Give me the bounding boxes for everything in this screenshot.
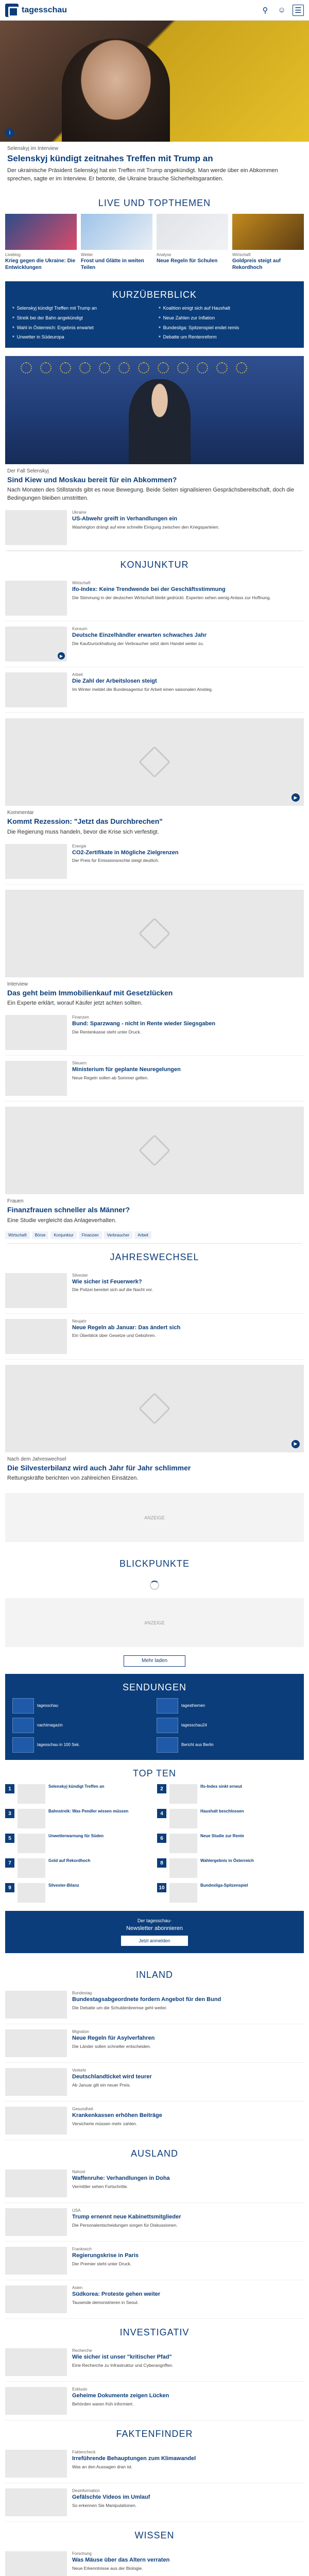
topthemen-card-image (157, 214, 228, 250)
list-item-image (5, 1273, 67, 1308)
hero-kicker: Selenskyj im Interview (7, 146, 58, 151)
list-item-desc: So erkennen Sie Manipulationen. (72, 2502, 137, 2508)
article-title[interactable]: Die Silvesterbilanz wird auch Jahr für Jahr schlimmer (7, 1463, 191, 1472)
list-item[interactable] (5, 2445, 304, 2483)
hero-image[interactable] (0, 21, 309, 142)
list-item-image (5, 2387, 67, 2415)
list-item-desc: Die Stimmung in der deutschen Wirtschaft bleibt gedrückt. Experten sehen wenig Anlass zur Hoffnung. (72, 595, 271, 600)
feature-image[interactable] (5, 356, 304, 464)
top-navigation-bar (0, 0, 309, 21)
topthemen-card-image (232, 214, 304, 250)
list-item-kicker: Steuern (72, 1061, 87, 1066)
topten-item[interactable] (5, 1883, 152, 1903)
topten-rank: 4 (157, 1809, 166, 1818)
list-item-desc: Die Kaufzurückhaltung der Verbraucher setzt dem Handel weiter zu. (72, 641, 204, 646)
list-item-desc: Der Premier steht unter Druck. (72, 2261, 132, 2266)
topic-chip[interactable]: Wirtschaft (5, 1231, 30, 1239)
feature2-article[interactable] (0, 977, 309, 1010)
topten-title: Unwetterwarnung für Süden (48, 1834, 104, 1838)
topten-item[interactable] (5, 1858, 152, 1878)
list-item-image (5, 2285, 67, 2313)
sendung-thumbnail (157, 1718, 178, 1733)
newsletter-line-2: Newsletter abonnieren (126, 1925, 183, 1931)
topten-thumbnail (169, 1883, 197, 1903)
article-teaser: Ein Experte erklärt, worauf Käufer jetzt achten sollten. (7, 1000, 143, 1007)
list-item-kicker: Exklusiv (72, 2387, 88, 2392)
list-item-kicker: Energie (72, 843, 87, 849)
topten-grid (0, 1784, 309, 1903)
topten-title: Wahlergebnis in Österreich (200, 1858, 254, 1863)
ausland-list (0, 2164, 309, 2319)
topten-title: Neue Studie zur Rente (200, 1834, 244, 1838)
feature3-image[interactable] (5, 1107, 304, 1194)
list-item-desc: Neue Regeln sollen ab Sommer gelten. (72, 1075, 149, 1080)
topthemen-card[interactable] (157, 214, 228, 271)
list-item-title[interactable]: Was Mäuse über das Altern verraten (72, 2557, 170, 2563)
list-item-kicker: Recherche (72, 2348, 92, 2353)
list-item[interactable] (5, 505, 304, 551)
article-kicker: Kommentar (7, 810, 34, 816)
sendung-label: nachtmagazin (37, 1723, 63, 1727)
sendungen-box (5, 1674, 304, 1760)
list-item[interactable] (5, 621, 304, 667)
logo-icon (5, 4, 19, 17)
list-item-image (5, 672, 67, 707)
article-list (0, 839, 309, 885)
list-item-desc: Eine Recherche zu Infrastruktur und Cyberangriffen. (72, 2362, 174, 2368)
section-title-investigativ: INVESTIGATIV (119, 2327, 190, 2337)
list-item-title[interactable]: Bundestagsabgeordnete fordern Angebot für den Bund (72, 1996, 221, 2003)
topthemen-card-title[interactable]: Neue Regeln für Schulen (157, 258, 218, 264)
topten-title: Selenskyj kündigt Treffen an (48, 1784, 105, 1789)
topten-item[interactable] (157, 1834, 304, 1853)
list-item-title[interactable]: Südkorea: Proteste gehen weiter (72, 2291, 161, 2297)
eu-flags-decoration (21, 362, 288, 374)
topten-title: Silvester-Bilanz (48, 1883, 79, 1888)
list-item[interactable] (5, 575, 304, 621)
topten-title: Ifo-Index sinkt erneut (200, 1784, 242, 1789)
konjunktur-big-article[interactable] (0, 806, 309, 838)
topten-rank: 6 (157, 1834, 166, 1843)
list-item[interactable] (5, 2483, 304, 2522)
topten-item[interactable] (5, 1834, 152, 1853)
list-item[interactable] (5, 2203, 304, 2242)
list-item[interactable] (5, 2164, 304, 2203)
list-item[interactable] (5, 1056, 304, 1101)
topic-chip[interactable]: Verbraucher (104, 1231, 133, 1239)
list-item[interactable] (5, 1314, 304, 1360)
hero-teaser: Der ukrainische Präsident Selenskyj hat ein Treffen mit Trump angekündigt. Man werde über ein Abkommen sprechen, sagte er im Interview. Er betonte, die Ukraine brauche Sicherheitsgarantien. (7, 167, 278, 182)
list-item-image (5, 2170, 67, 2197)
list-item-image (5, 626, 67, 662)
list-item-desc: Die Personalentscheidungen sorgen für Diskussionen. (72, 2222, 178, 2228)
list-item-kicker: Ukraine (72, 510, 87, 515)
wissen-list (0, 2546, 309, 2576)
list-item-kicker: Wirtschaft (72, 581, 91, 586)
kurzueberblick-list (5, 306, 304, 341)
sendung-card[interactable] (12, 1718, 152, 1733)
sendung-card[interactable] (12, 1737, 152, 1753)
list-item-title[interactable]: CO2-Zertifikate in Mögliche Zielgrenzen (72, 849, 179, 856)
list-item-kicker: Nahost (72, 2170, 85, 2174)
topten-item[interactable] (157, 1883, 304, 1903)
user-icon[interactable]: ☺ (278, 6, 286, 14)
sendung-card[interactable] (157, 1698, 297, 1714)
list-item-desc: Die Länder sollen schneller entscheiden. (72, 2043, 151, 2049)
topthemen-card-kicker: Liveblog (5, 252, 21, 258)
advertisement[interactable]: ANZEIGE (5, 1598, 304, 1647)
list-item[interactable] (5, 2063, 304, 2102)
feature-article[interactable] (0, 464, 309, 505)
list-item-title[interactable]: Ifo-Index: Keine Trendwende bei der Geschäftsstimmung (72, 586, 226, 593)
sendung-thumbnail (12, 1718, 34, 1733)
topten-thumbnail (169, 1809, 197, 1828)
sendung-thumbnail (157, 1737, 178, 1753)
topten-item[interactable] (157, 1858, 304, 1878)
topten-item[interactable] (157, 1809, 304, 1828)
topthemen-card-kicker: Analyse (157, 252, 171, 258)
list-item[interactable] (5, 839, 304, 885)
jahreswechsel-big-image[interactable] (5, 1365, 304, 1452)
article-kicker: Nach dem Jahreswechsel (7, 1456, 66, 1462)
topten-item[interactable] (157, 1784, 304, 1804)
list-item-kicker: Bundestag (72, 1991, 92, 1995)
list-item-desc: Vermittler sehen Fortschritte. (72, 2183, 128, 2189)
header-icons (260, 5, 304, 16)
hero-title[interactable]: Selenskyj kündigt zeitnahes Treffen mit Trump an (7, 154, 213, 163)
video-icon: ▶ (291, 1440, 300, 1448)
list-item[interactable] (5, 2546, 304, 2576)
list-item-kicker: Neujahr (72, 1318, 87, 1324)
hero-person-image (62, 39, 170, 142)
list-item-kicker: Desinformation (72, 2488, 100, 2493)
list-item-desc: Im Winter meldet die Bundesagentur für Arbeit einen saisonalen Anstieg. (72, 687, 213, 692)
topic-chip[interactable]: Börse (32, 1231, 49, 1239)
section-title-topten: TOP TEN (132, 1768, 177, 1778)
topten-thumbnail (169, 1784, 197, 1804)
info-icon[interactable]: i (5, 128, 14, 138)
topten-title: Gold auf Rekordhoch (48, 1858, 91, 1863)
section-title-inland: INLAND (135, 1970, 173, 1980)
kurzueberblick-box (5, 281, 304, 348)
list-item-desc: Ab Januar gilt ein neuer Preis. (72, 2082, 131, 2088)
list-item-kicker: Silvester (72, 1273, 88, 1278)
list-item-title[interactable]: Ministerium für geplante Neuregelungen (72, 1066, 181, 1073)
list-item-desc: Washington drängt auf eine schnelle Einigung zwischen den Kriegsparteien. (72, 524, 220, 530)
list-item[interactable] (5, 2382, 304, 2420)
list-item-title[interactable]: US-Abwehr greift in Verhandlungen ein (72, 516, 178, 522)
topten-title: Bundesliga-Spitzenspiel (200, 1883, 248, 1888)
list-item-image (5, 1319, 67, 1354)
list-item[interactable] (5, 1986, 304, 2024)
topten-thumbnail (169, 1858, 197, 1878)
list-item-image (5, 1015, 67, 1050)
list-item-desc: Ein Überblick über Gesetze und Gebühren. (72, 1333, 156, 1338)
sendung-label: tagesthemen (181, 1703, 205, 1708)
list-item-title[interactable]: Bund: Sparzwang - nicht in Rente wieder Siegsgaben (72, 1021, 216, 1027)
article-kicker: Frauen (7, 1198, 24, 1205)
kurzueberblick-item[interactable]: ■ Unwetter in Südeuropa (12, 334, 150, 341)
topten-thumbnail (169, 1834, 197, 1853)
topten-rank: 5 (5, 1834, 14, 1843)
topten-thumbnail (18, 1809, 45, 1828)
article-list (0, 1010, 309, 1101)
inland-list (0, 1986, 309, 2140)
list-item-title[interactable]: Waffenruhe: Verhandlungen in Doha (72, 2175, 170, 2181)
kurzueberblick-item[interactable]: ■ Koalition einigt sich auf Haushalt (159, 306, 297, 312)
list-item[interactable] (5, 1268, 304, 1314)
kurzueberblick-item[interactable]: ■ Debatte um Rentenreform (159, 334, 297, 341)
article-title[interactable]: Kommt Rezession: "Jetzt das Durchbrechen" (7, 817, 163, 826)
list-item-desc: Behörden waren früh informiert. (72, 2401, 134, 2406)
topten-rank: 7 (5, 1858, 14, 1868)
list-item-image (5, 510, 67, 545)
topten-thumbnail (18, 1834, 45, 1853)
list-item-image (5, 2247, 67, 2275)
list-item-desc: Was an den Aussagen dran ist. (72, 2464, 133, 2469)
list-item-title[interactable]: Wie sicher ist unser "kritischer Pfad" (72, 2354, 172, 2360)
topten-rank: 1 (5, 1784, 14, 1793)
video-icon: ▶ (291, 793, 300, 802)
list-item-title[interactable]: Die Zahl der Arbeitslosen steigt (72, 678, 157, 685)
list-item-title[interactable]: Regierungskrise in Paris (72, 2252, 139, 2259)
section-title-wissen: WISSEN (134, 2530, 175, 2540)
section-title-topthemen: LIVE UND TOPTHEMEN (98, 198, 211, 209)
topten-title: Bahnstreik: Was Pendler wissen müssen (48, 1809, 129, 1814)
list-item-title[interactable]: Neue Regeln für Asylverfahren (72, 2035, 155, 2041)
sendung-card[interactable] (157, 1737, 297, 1753)
konjunktur-big-image[interactable] (5, 718, 304, 806)
list-item-image (5, 2488, 67, 2516)
topthemen-card-kicker: Wetter (81, 252, 93, 258)
list-item[interactable] (5, 2343, 304, 2382)
article-title[interactable]: Das geht beim Immobilienkauf mit Gesetzlücken (7, 988, 173, 997)
topten-rank: 2 (157, 1784, 166, 1793)
newsletter-box (5, 1911, 304, 1953)
feature-person-image (129, 379, 191, 464)
sendung-thumbnail (157, 1698, 178, 1714)
section-title-jahreswechsel: JAHRESWECHSEL (110, 1251, 199, 1262)
list-item-image (5, 2551, 67, 2576)
sendung-thumbnail (12, 1698, 34, 1714)
sendung-label: tagesschau24 (181, 1723, 207, 1727)
topthemen-card-image (81, 214, 152, 250)
list-item[interactable] (5, 2102, 304, 2140)
feature-title[interactable]: Sind Kiew und Moskau bereit für ein Abkommen? (7, 475, 177, 484)
jahreswechsel-list (0, 1268, 309, 1360)
list-item-image (5, 844, 67, 879)
list-item-kicker: Faktencheck (72, 2450, 96, 2454)
newsletter-subscribe-button[interactable]: Jetzt anmelden (121, 1936, 188, 1946)
jahreswechsel-big-article[interactable] (0, 1452, 309, 1485)
list-item-image (5, 2029, 67, 2057)
sendung-thumbnail (12, 1737, 34, 1753)
list-item-title[interactable]: Geheime Dokumente zeigen Lücken (72, 2393, 169, 2399)
section-title-blickpunkte: BLICKPUNKTE (119, 1558, 190, 1569)
list-item-image (5, 2107, 67, 2134)
list-item-image (5, 581, 67, 616)
list-item-kicker: Arbeit (72, 672, 83, 677)
loading-spinner-icon (150, 1581, 159, 1590)
list-item[interactable] (5, 2280, 304, 2319)
topic-chips (0, 1227, 309, 1243)
list-item-title[interactable]: Wie sicher ist Feuerwerk? (72, 1278, 142, 1285)
section-title-sendungen: SENDUNGEN (122, 1682, 186, 1692)
list-item-title[interactable]: Deutsche Einzelhändler erwarten schwaches Jahr (72, 632, 207, 639)
logo[interactable] (5, 4, 67, 17)
kurzueberblick-item[interactable]: ■ Bundesliga: Spitzenspiel endet remis (159, 325, 297, 331)
list-item-kicker: Konsum (72, 626, 88, 632)
list-item-desc: Tausende demonstrieren in Seoul. (72, 2299, 139, 2305)
feature2-image[interactable] (5, 890, 304, 977)
list-item-kicker: Asien (72, 2285, 83, 2290)
topten-rank: 9 (5, 1883, 14, 1892)
topten-thumbnail (18, 1858, 45, 1878)
list-item-title[interactable]: Trump ernennt neue Kabinettsmitglieder (72, 2214, 181, 2220)
topthemen-card-title[interactable]: Goldpreis steigt auf Rekordhoch (232, 258, 281, 270)
list-item-title[interactable]: Irreführende Behauptungen zum Klimawandel (72, 2455, 196, 2462)
sendungen-grid (5, 1698, 304, 1753)
topic-chip[interactable]: Arbeit (134, 1231, 151, 1239)
list-item-desc: Der Preis für Emissionsrechte steigt deutlich. (72, 858, 160, 863)
menu-icon[interactable]: ☰ (293, 5, 304, 16)
article-kicker: Interview (7, 981, 28, 987)
logo-text: tagesschau (22, 5, 67, 14)
topten-thumbnail (18, 1883, 45, 1903)
newsletter-line-1: Der tagesschau- (137, 1918, 172, 1923)
topthemen-card-kicker: Wirtschaft (232, 252, 251, 258)
list-item-title[interactable]: Deutschlandticket wird teurer (72, 2074, 152, 2080)
article-list (0, 505, 309, 551)
article-teaser: Die Regierung muss handeln, bevor die Krise sich verfestigt. (7, 828, 159, 835)
sendung-label: tagesschau (37, 1703, 58, 1708)
list-item-image (5, 1991, 67, 2019)
kurzueberblick-item[interactable]: ■ Wahl in Österreich: Ergebnis erwartet (12, 325, 150, 331)
list-item-kicker: Frankreich (72, 2247, 92, 2251)
list-item[interactable] (5, 1010, 304, 1056)
sendung-card[interactable] (12, 1698, 152, 1714)
section-title-ausland: AUSLAND (130, 2148, 179, 2159)
video-icon: ▶ (58, 652, 65, 659)
list-item-title[interactable]: Gefälschte Videos im Umlauf (72, 2494, 150, 2500)
list-item-kicker: Finanzen (72, 1015, 89, 1020)
list-item[interactable] (5, 667, 304, 713)
topten-rank: 10 (157, 1883, 166, 1892)
list-item-kicker: Forschung (72, 2551, 92, 2556)
feature-kicker: Der Fall Selenskyj (7, 468, 49, 474)
list-item-kicker: Migration (72, 2029, 89, 2034)
topthemen-card-title[interactable]: Krieg gegen die Ukraine: Die Entwicklungen (5, 258, 76, 270)
feature-teaser: Nach Monaten des Stillstands gibt es neue Bewegung. Beide Seiten signalisieren Gesprächsbereitschaft, doch die Bedingungen bleiben umstritten. (7, 487, 295, 502)
load-more-button[interactable]: Mehr laden (124, 1655, 185, 1667)
kurzueberblick-item[interactable]: ■ Neue Zahlen zur Inflation (159, 315, 297, 321)
advertisement[interactable]: ANZEIGE (5, 1493, 304, 1542)
section-title-konjunktur: KONJUNKTUR (120, 560, 189, 570)
search-icon[interactable]: ⚲ (262, 6, 268, 15)
list-item-kicker: Verkehr (72, 2068, 87, 2073)
list-item[interactable] (5, 2024, 304, 2063)
topthemen-row (0, 214, 309, 271)
list-item-desc: Versicherte müssen mehr zahlen. (72, 2121, 138, 2126)
article-title[interactable]: Finanzfrauen schneller als Männer? (7, 1206, 130, 1214)
topten-rank: 8 (157, 1858, 166, 1868)
investigativ-list (0, 2343, 309, 2420)
kurzueberblick-item[interactable]: ■ Selenskyj kündigt Treffen mit Trump an (12, 306, 150, 312)
topthemen-card[interactable] (81, 214, 152, 271)
list-item-desc: Neue Erkenntnisse aus der Biologie. (72, 2565, 143, 2571)
list-item-kicker: USA (72, 2208, 81, 2213)
article-teaser: Rettungskräfte berichten von zahlreichen Einsätzen. (7, 1475, 139, 1482)
article-teaser: Eine Studie vergleicht das Anlageverhalten. (7, 1217, 117, 1224)
list-item-desc: Die Debatte um die Schuldenbremse geht weiter. (72, 2005, 167, 2010)
list-item[interactable] (5, 2242, 304, 2280)
feature3-article[interactable] (0, 1194, 309, 1227)
sendung-label: tagesschau in 100 Sek. (37, 1742, 80, 1747)
hero-article[interactable] (0, 142, 309, 190)
topthemen-card[interactable] (5, 214, 77, 271)
topic-chip[interactable]: Konjunktur (50, 1231, 76, 1239)
list-item-image (5, 2208, 67, 2236)
list-item-desc: Die Rentenkasse steht unter Druck. (72, 1029, 142, 1035)
section-title-kurzueberblick: KURZÜBERBLICK (112, 290, 197, 300)
topthemen-card-image (5, 214, 77, 250)
kurzueberblick-item[interactable]: ■ Streik bei der Bahn angekündigt (12, 315, 150, 321)
list-item-title[interactable]: Krankenkassen erhöhen Beiträge (72, 2112, 162, 2119)
topten-item[interactable] (5, 1784, 152, 1804)
topthemen-card[interactable] (232, 214, 304, 271)
konjunktur-list (0, 575, 309, 713)
list-item-desc: Die Polizei bereitet sich auf die Nacht vor. (72, 1287, 153, 1293)
list-item-image (5, 2068, 67, 2096)
faktenfinder-list (0, 2445, 309, 2522)
topten-rank: 3 (5, 1809, 14, 1818)
topic-chip[interactable]: Finanzen (79, 1231, 102, 1239)
section-title-faktenfinder: FAKTENFINDER (116, 2429, 193, 2439)
list-item-kicker: Gesundheit (72, 2107, 93, 2111)
sendung-label: Bericht aus Berlin (181, 1742, 214, 1747)
list-item-image (5, 2450, 67, 2478)
list-item-image (5, 2348, 67, 2376)
topten-title: Haushalt beschlossen (200, 1809, 244, 1814)
list-item-image (5, 1061, 67, 1096)
list-item-title[interactable]: Neue Regeln ab Januar: Das ändert sich (72, 1324, 181, 1331)
topten-item[interactable] (5, 1809, 152, 1828)
topten-thumbnail (18, 1784, 45, 1804)
sendung-card[interactable] (157, 1718, 297, 1733)
topthemen-card-title[interactable]: Frost und Glätte in weiten Teilen (81, 258, 144, 270)
